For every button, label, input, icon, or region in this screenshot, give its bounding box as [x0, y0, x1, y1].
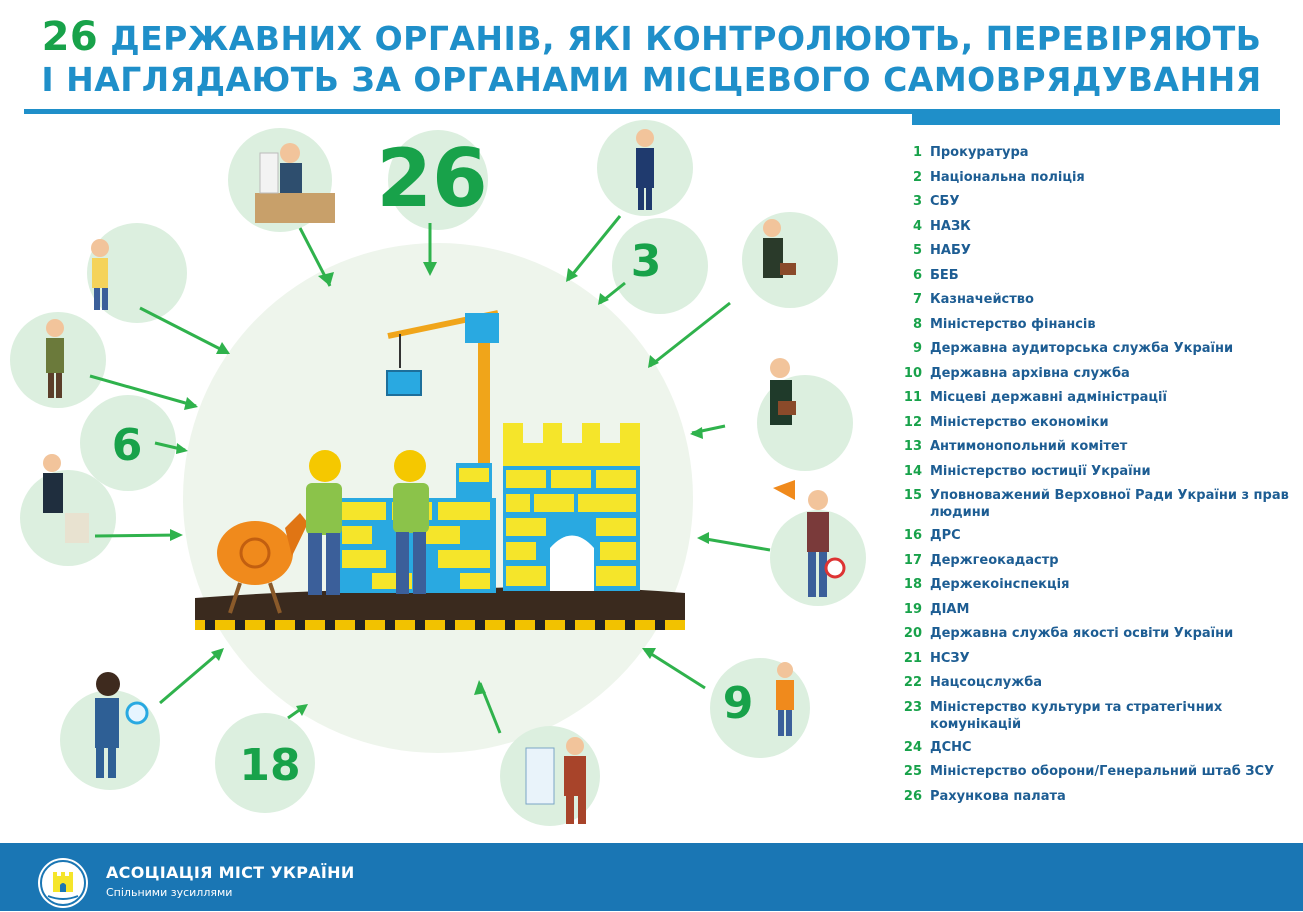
- castle: [503, 423, 640, 591]
- title-line-1: [0, 14, 1303, 60]
- number-18: 18: [239, 740, 301, 791]
- agency-list: [898, 144, 1290, 812]
- list-item: 9 Державна аудиторська служба України: [912, 341, 1234, 356]
- list-item: 2 Національна поліція: [912, 169, 1085, 185]
- list-item: 22 Нацсоцслужба: [903, 675, 1043, 690]
- list-item: 7 Казначейство: [912, 292, 1034, 307]
- list-item: 6 БЕБ: [912, 267, 959, 283]
- title-line-2: І НАГЛЯДАЮТЬ ЗА ОРГАНАМИ МІСЦЕВОГО САМОВРЯДУВАННЯ: [41, 60, 1262, 99]
- number-6: 6: [111, 420, 143, 471]
- list-item: 1 Прокуратура: [912, 145, 1029, 160]
- footer-slogan: Спільними зусиллями: [106, 886, 233, 899]
- list-item: 14 Міністерство юстиції України: [903, 463, 1151, 479]
- footer: [0, 843, 1303, 911]
- number-3: 3: [630, 236, 662, 287]
- association-logo-icon: [38, 858, 88, 908]
- list-item: 17 Держгеокадастр: [903, 552, 1059, 568]
- number-9: 9: [722, 678, 754, 729]
- list-item: 13 Антимонопольний комітет: [903, 439, 1128, 454]
- list-item: 10 Державна архівна служба: [903, 365, 1130, 381]
- list-item: 25 Міністерство оборони/Генеральний штаб ЗСУ: [903, 764, 1275, 779]
- title-number: 26: [41, 14, 99, 60]
- list-item: 3 СБУ: [912, 194, 960, 209]
- list-item: 18 Держекоінспекція: [903, 577, 1070, 592]
- list-item: 21 НСЗУ: [903, 650, 970, 666]
- list-item: 24 ДСНС: [903, 739, 972, 755]
- list-item: 23 Міністерство культури та стратегічних комунікацій: [903, 699, 1223, 732]
- list-item: 8 Міністерство фінансів: [912, 316, 1096, 332]
- list-item: 19 ДІАМ: [903, 601, 970, 617]
- illustration: [0, 118, 900, 838]
- list-item: 26 Рахункова палата: [903, 788, 1066, 804]
- list-item: 12 Міністерство економіки: [903, 414, 1109, 430]
- list-item: 11 Місцеві державні адміністрації: [903, 390, 1167, 405]
- number-26: 26: [376, 132, 488, 225]
- list-item: 4 НАЗК: [912, 218, 971, 234]
- list-item: 20 Державна служба якості освіти України: [903, 626, 1234, 641]
- list-item: 15 Уповноважений Верховної Ради України з прав людини: [903, 488, 1289, 520]
- list-header-bar: [912, 113, 1280, 125]
- list-item: 5 НАБУ: [912, 243, 971, 258]
- footer-org-name: АСОЦІАЦІЯ МІСТ УКРАЇНИ: [106, 863, 355, 882]
- list-item: 16 ДРС: [903, 528, 961, 543]
- title-line-1-text: ДЕРЖАВНИХ ОРГАНІВ, ЯКІ КОНТРОЛЮЮТЬ, ПЕРЕВІРЯЮТЬ: [110, 19, 1262, 58]
